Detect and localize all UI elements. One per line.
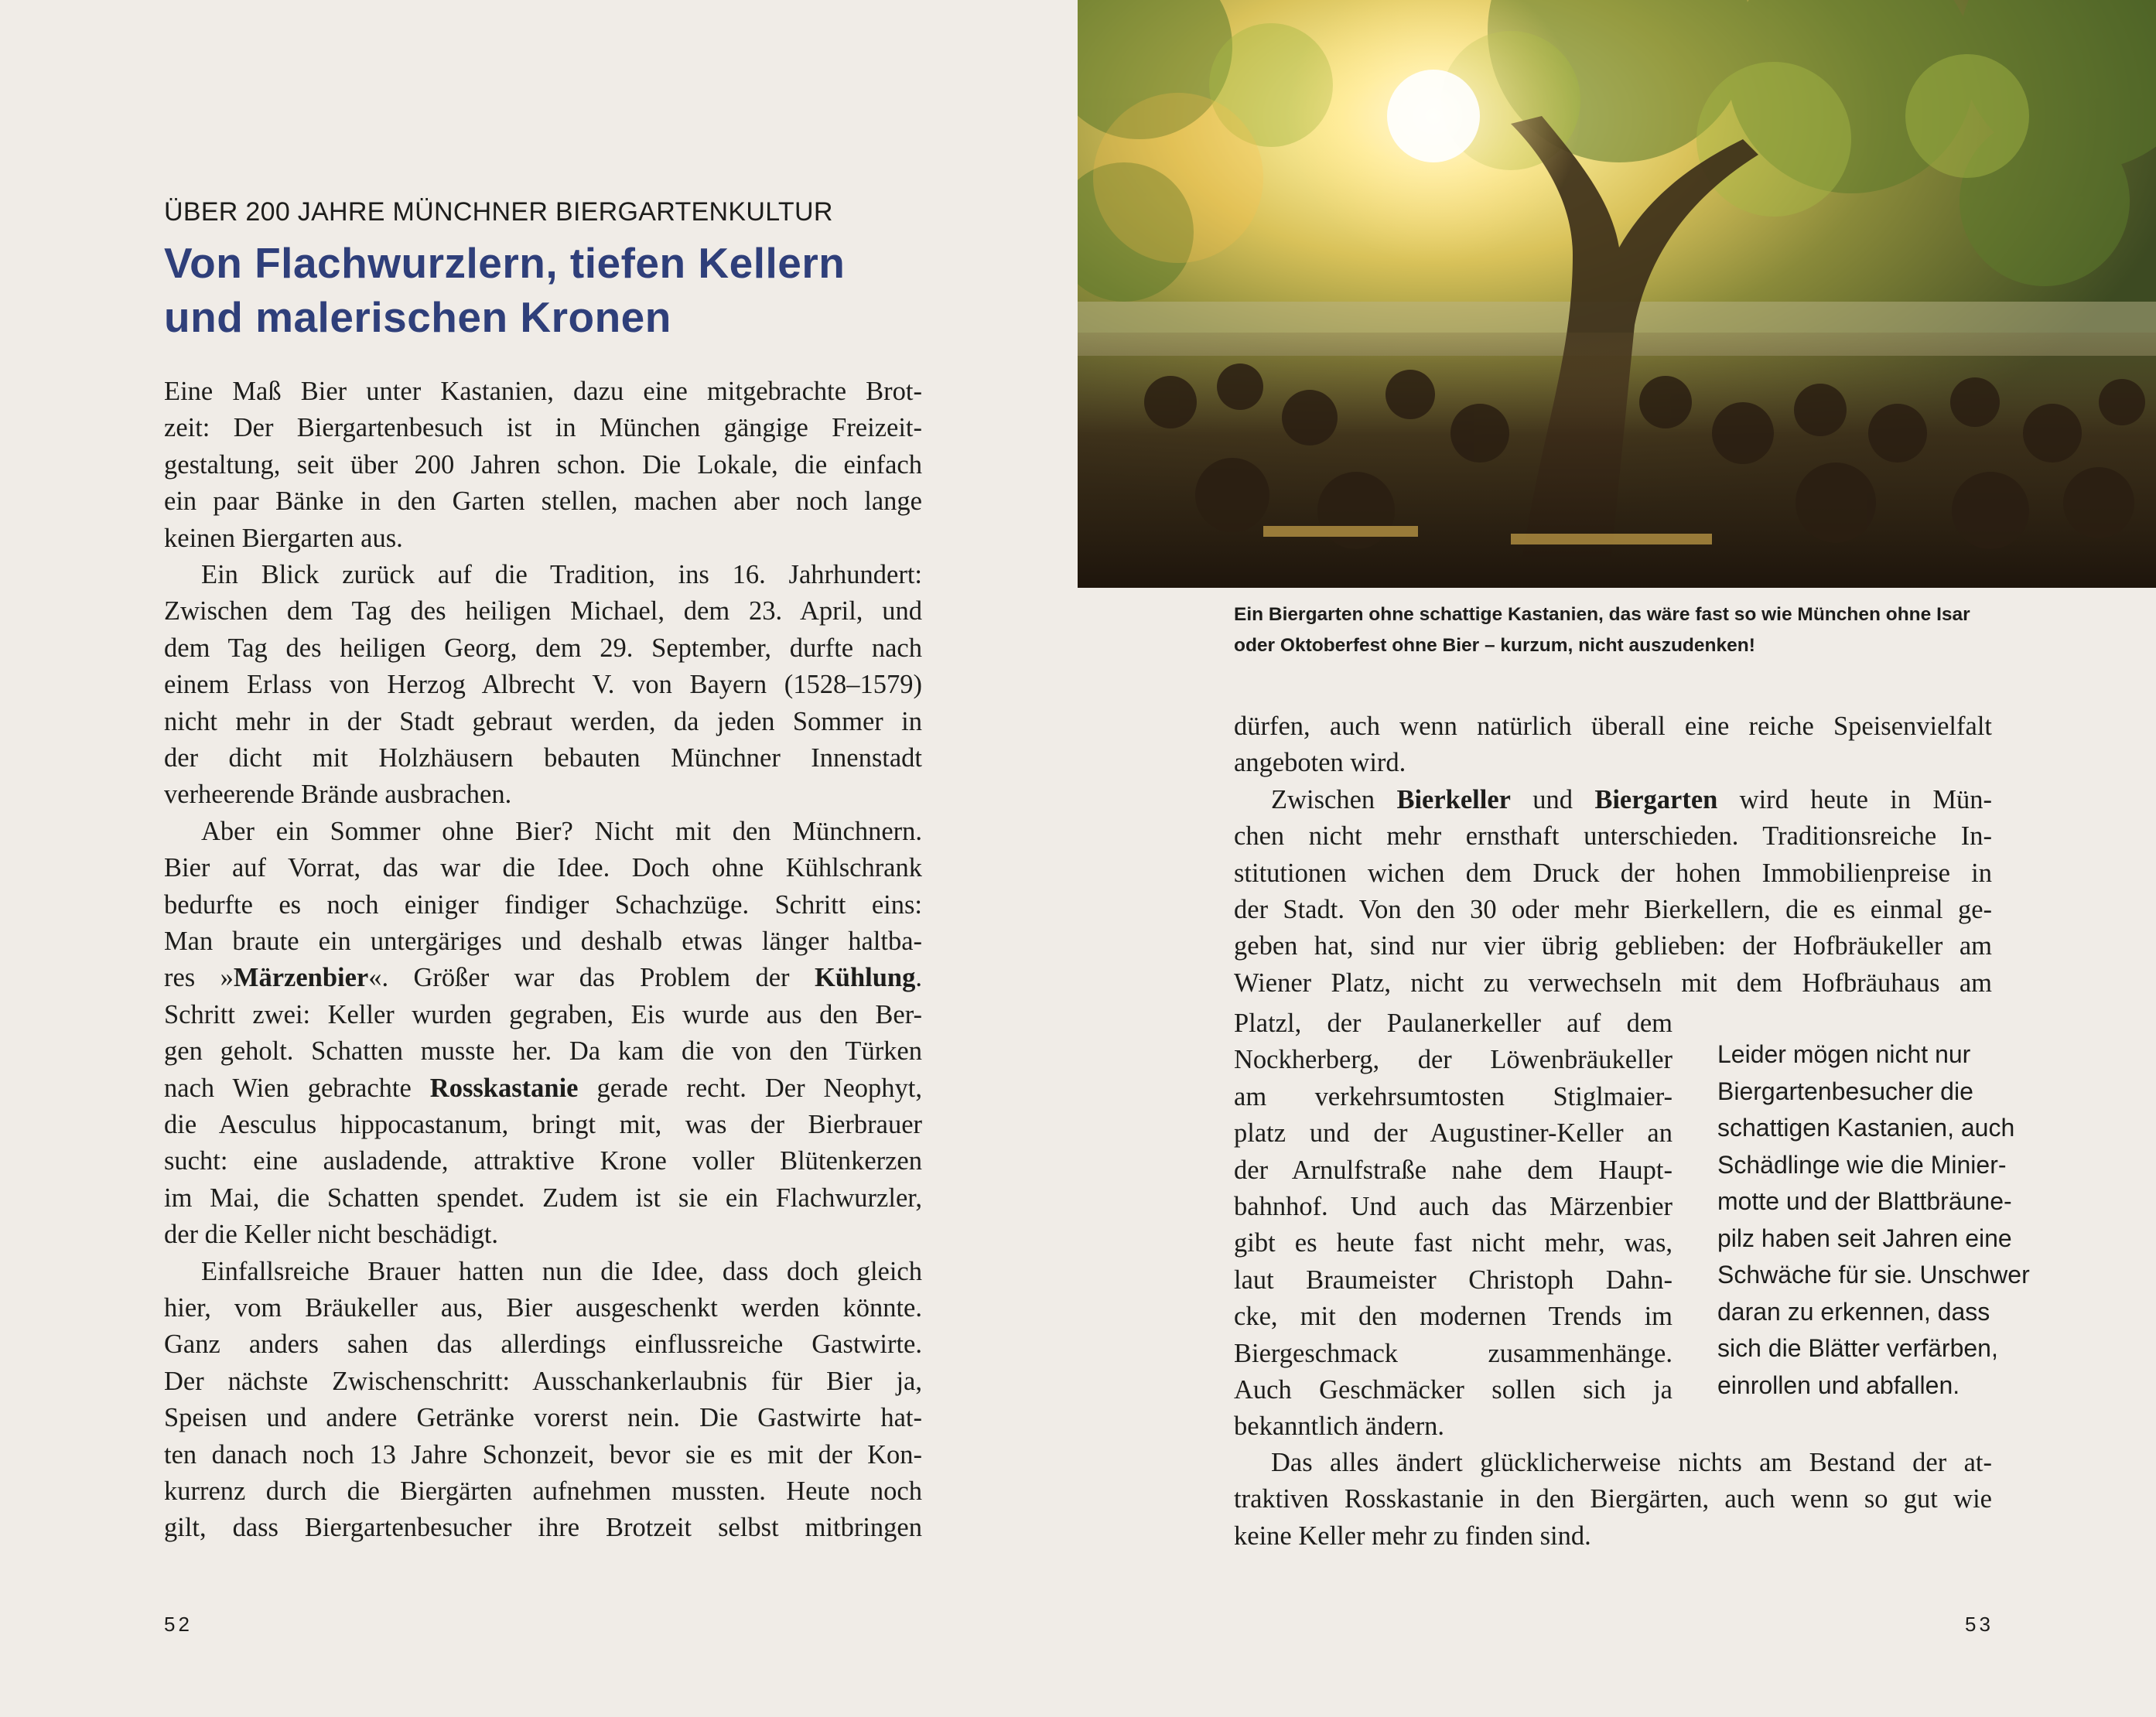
body-line: Der nächste Zwischenschritt: Ausschankerlaubnis für Bier ja,	[164, 1366, 922, 1396]
body-line: angeboten wird.	[1234, 748, 1406, 778]
body-line: geben hat, sind nur vier übrig geblieben: der Hofbräukeller am	[1234, 931, 1992, 961]
body-line: der Stadt. Von den 30 oder mehr Bierkellern, die es einmal ge-	[1234, 895, 1992, 924]
text-run: und	[1510, 784, 1595, 814]
body-line: Eine Maß Bier unter Kastanien, dazu eine mitgebrachte Brot-	[164, 377, 922, 406]
text-run: res »	[164, 963, 234, 993]
page-title	[164, 236, 938, 344]
body-line: gestaltung, seit über 200 Jahren schon. Die Lokale, die einfach	[164, 449, 922, 480]
body-line: Bier auf Vorrat, das war die Idee. Doch ohne Kühlschrank	[164, 853, 922, 883]
sidebar-line: Schwäche für sie. Unschwer	[1717, 1261, 2030, 1289]
body-line: Biergeschmack zusammenhänge.	[1234, 1338, 1673, 1368]
text-run: .	[915, 963, 922, 993]
sidebar-line: motte und der Blattbräune-	[1717, 1187, 2012, 1215]
body-line	[164, 1070, 922, 1107]
sidebar-note	[1717, 1036, 2081, 1404]
body-line: Auch Geschmäcker sollen sich ja	[1234, 1375, 1673, 1405]
text-run: nach Wien gebrachte	[164, 1073, 430, 1103]
text-run: Zwischen	[1271, 784, 1397, 814]
body-line: chen nicht mehr ernsthaft unterschieden. Traditionsreiche In-	[1234, 821, 1992, 852]
body-line: traktiven Rosskastanie in den Biergärten, auch wenn so gut wie	[1234, 1484, 1992, 1514]
body-line: zeit: Der Biergartenbesuch ist in München gängige Freizeit-	[164, 413, 922, 443]
body-line: stitutionen wichen dem Druck der hohen Immobilienpreise in	[1234, 858, 1992, 888]
sidebar-line: Biergartenbesucher die	[1717, 1077, 1973, 1105]
body-line: Einfallsreiche Brauer hatten nun die Idee, dass doch gleich	[201, 1256, 922, 1286]
body-line: Zwischen dem Tag des heiligen Michael, dem 23. April, und	[164, 596, 922, 626]
sidebar-line: Schädlinge wie die Minier-	[1717, 1150, 2007, 1179]
body-line: dürfen, auch wenn natürlich überall eine reiche Speisenvielfalt	[1234, 712, 1992, 741]
body-line	[164, 960, 922, 996]
body-line: der dicht mit Holzhäusern bebauten Münchner Innenstadt	[164, 743, 922, 773]
sidebar-line: Leider mögen nicht nur	[1717, 1040, 1971, 1068]
body-line: verheerende Brände ausbrachen.	[164, 780, 512, 810]
body-line: Platzl, der Paulanerkeller auf dem	[1234, 1009, 1673, 1038]
caption-line: oder Oktoberfest ohne Bier – kurzum, nicht auszudenken!	[1234, 635, 1755, 656]
text-run: wird heute in Mün-	[1717, 784, 1993, 814]
sidebar-line: schattigen Kastanien, auch	[1717, 1114, 2015, 1142]
page-number-right: 53	[1965, 1613, 1994, 1636]
body-line: gen geholt. Schatten musste her. Da kam die von den Türken	[164, 1036, 922, 1067]
caption-line: Ein Biergarten ohne schattige Kastanien, das wäre fast so wie München ohne Isar	[1234, 604, 1970, 625]
body-line: Aber ein Sommer ohne Bier? Nicht mit den Münchnern.	[201, 816, 922, 846]
sidebar-line: daran zu erkennen, dass	[1717, 1297, 1990, 1326]
body-line: laut Braumeister Christoph Dahn-	[1234, 1265, 1673, 1295]
body-line: Ganz anders sahen das allerdings einflussreiche Gastwirte.	[164, 1330, 922, 1360]
sidebar-line: sich die Blätter verfärben,	[1717, 1334, 1998, 1362]
body-line: Wiener Platz, nicht zu verwechseln mit dem Hofbräuhaus am	[1234, 968, 1992, 998]
bold-term: Rosskastanie	[429, 1073, 579, 1103]
body-line: dem Tag des heiligen Georg, dem 29. September, durfte nach	[164, 633, 922, 663]
body-line: bedurfte es noch einiger findiger Schachzüge. Schritt eins:	[164, 889, 922, 920]
beer-garden-illustration	[1078, 0, 2156, 588]
beer-garden-photo	[1078, 0, 2156, 588]
bold-term: Biergarten	[1594, 784, 1718, 814]
body-line: ein paar Bänke in den Garten stellen, machen aber noch lange	[164, 486, 922, 517]
section-kicker: ÜBER 200 JAHRE MÜNCHNER BIERGARTENKULTUR	[164, 197, 833, 227]
body-line: Ein Blick zurück auf die Tradition, ins 16. Jahrhundert:	[201, 560, 922, 589]
bold-term: Kühlung	[814, 963, 916, 993]
body-line: Das alles ändert glücklicherweise nichts am Bestand der at-	[1271, 1448, 1992, 1477]
body-line: Man braute ein untergäriges und deshalb etwas länger haltba-	[164, 927, 922, 956]
page-title-line: Von Flachwurzlern, tiefen Kellern	[164, 239, 846, 287]
sidebar-line: einrollen und abfallen.	[1717, 1371, 1960, 1399]
body-line: ten danach noch 13 Jahre Schonzeit, bevor sie es mit der Kon-	[164, 1439, 922, 1470]
bold-term: Bierkeller	[1396, 784, 1511, 814]
body-line: gilt, dass Biergartenbesucher ihre Brotzeit selbst mitbringen	[164, 1513, 922, 1543]
body-line: sucht: eine ausladende, attraktive Krone voller Blütenkerzen	[164, 1146, 922, 1176]
body-line: kurrenz durch die Biergärten aufnehmen mussten. Heute noch	[164, 1476, 922, 1506]
body-line: cke, mit den modernen Trends im	[1234, 1302, 1673, 1332]
body-line: gibt es heute fast nicht mehr, was,	[1234, 1228, 1673, 1258]
body-line: Nockherberg, der Löwenbräukeller	[1234, 1045, 1673, 1075]
body-line: bekanntlich ändern.	[1234, 1411, 1445, 1442]
body-line: im Mai, die Schatten spendet. Zudem ist sie ein Flachwurzler,	[164, 1183, 922, 1213]
body-line: nicht mehr in der Stadt gebraut werden, da jeden Sommer in	[164, 706, 922, 736]
photo-caption	[1234, 599, 2054, 661]
body-line: keinen Biergarten aus.	[164, 523, 403, 553]
body-line: bahnhof. Und auch das Märzenbier	[1234, 1192, 1673, 1221]
body-line: am verkehrsumtosten Stiglmaier-	[1234, 1081, 1673, 1111]
page-title-line: und malerischen Kronen	[164, 293, 671, 341]
body-line: keine Keller mehr zu finden sind.	[1234, 1521, 1591, 1551]
page-number-left: 52	[164, 1613, 193, 1636]
text-run: gerade recht. Der Neophyt,	[578, 1073, 922, 1103]
body-line: die Aesculus hippocastanum, bringt mit, was der Bierbrauer	[164, 1110, 922, 1139]
text-run: «. Größer war das Problem der	[368, 963, 815, 993]
body-line: hier, vom Bräukeller aus, Bier ausgeschenkt werden könnte.	[164, 1293, 922, 1323]
body-line: der Arnulfstraße nahe dem Haupt-	[1234, 1155, 1673, 1185]
bold-term: Märzenbier	[233, 963, 369, 993]
body-line: Schritt zwei: Keller wurden gegraben, Eis wurde aus den Ber-	[164, 999, 922, 1029]
sidebar-line: pilz haben seit Jahren eine	[1717, 1224, 2012, 1252]
body-line: der die Keller nicht beschädigt.	[164, 1220, 499, 1250]
body-line	[1271, 782, 1992, 818]
body-line: platz und der Augustiner-Keller an	[1234, 1118, 1673, 1149]
body-line: Speisen und andere Getränke vorerst nein. Die Gastwirte hat-	[164, 1403, 922, 1433]
body-line: einem Erlass von Herzog Albrecht V. von Bayern (1528–1579)	[164, 670, 922, 700]
